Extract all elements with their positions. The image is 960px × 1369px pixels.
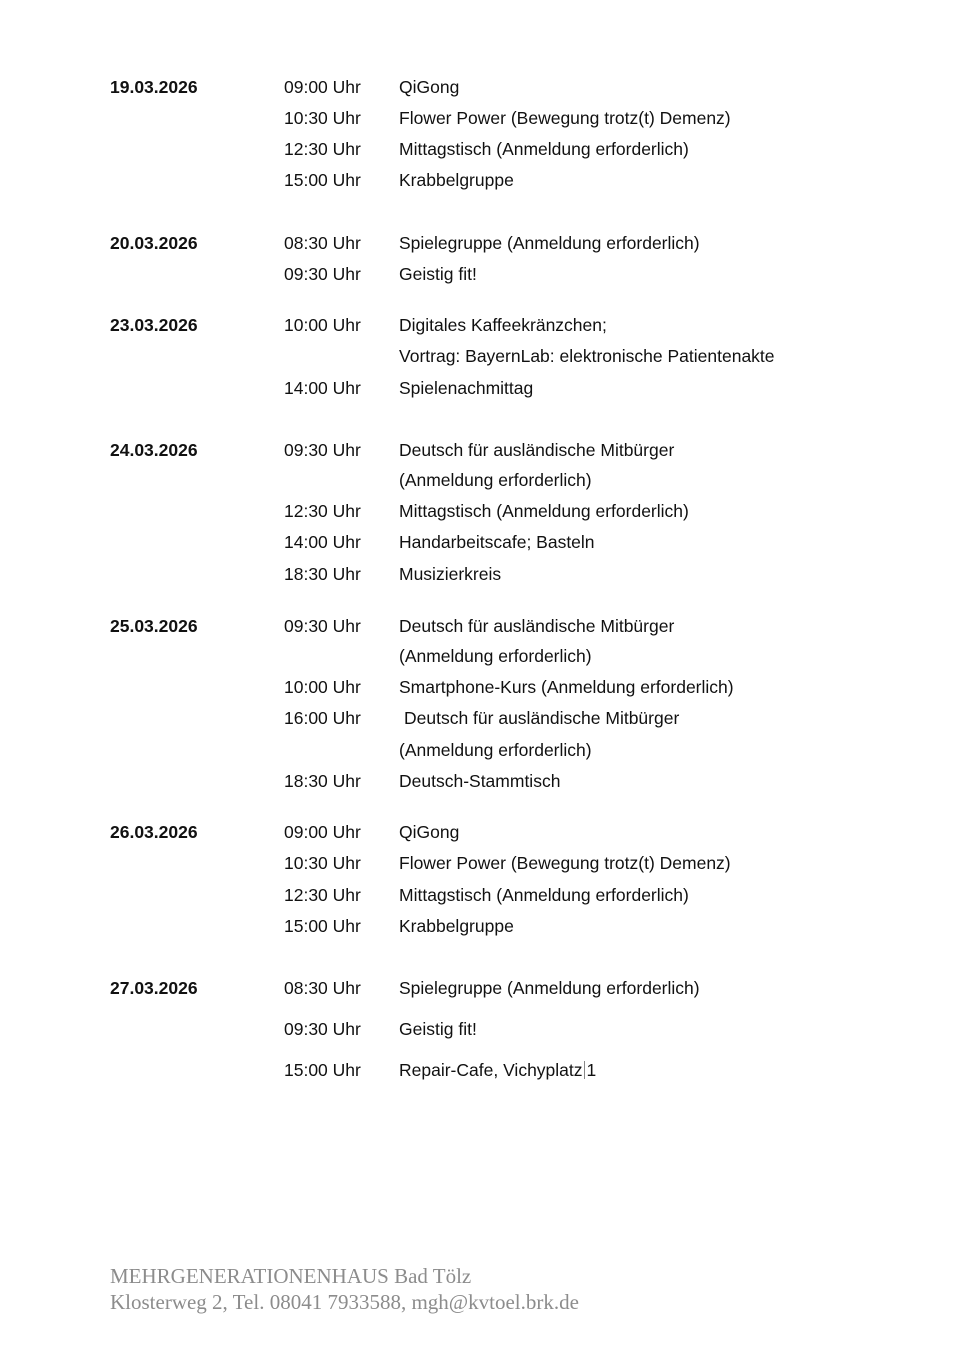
event-time: 14:00 Uhr [284, 378, 361, 398]
event-title: QiGong [399, 822, 460, 842]
schedule-row [0, 105, 960, 131]
schedule-row [0, 498, 960, 524]
event-title: Flower Power (Bewegung trotz(t) Demenz) [399, 108, 731, 128]
event-title: Spielegruppe (Anmeldung erforderlich) [399, 978, 700, 998]
event-time: 09:00 Uhr [284, 77, 361, 97]
event-title-continuation: (Anmeldung erforderlich) [399, 740, 592, 760]
event-title: Digitales Kaffeekränzchen; [399, 315, 607, 335]
event-time: 08:30 Uhr [284, 233, 361, 253]
event-time: 09:30 Uhr [284, 1019, 361, 1039]
event-title: Geistig fit! [399, 264, 477, 284]
event-title: Mittagstisch (Anmeldung erforderlich) [399, 501, 689, 521]
event-time: 09:30 Uhr [284, 616, 361, 636]
schedule-row [0, 1016, 960, 1042]
schedule-row [0, 975, 960, 1001]
schedule-row [0, 1057, 960, 1083]
event-time: 16:00 Uhr [284, 708, 361, 728]
schedule-row [0, 437, 960, 463]
event-title: Deutsch für ausländische Mitbürger [404, 708, 680, 728]
event-time: 10:30 Uhr [284, 853, 361, 873]
text-cursor [584, 1061, 585, 1079]
schedule-row [0, 261, 960, 287]
event-title-group [399, 1057, 596, 1083]
schedule-row [0, 343, 960, 369]
footer-contact: Klosterweg 2, Tel. 08041 7933588, mgh@kvtoel.brk.de [110, 1290, 579, 1314]
event-title: QiGong [399, 77, 460, 97]
schedule-row [0, 643, 960, 669]
footer-org-name: MEHRGENERATIONENHAUS Bad Tölz [110, 1264, 472, 1288]
event-time: 09:30 Uhr [284, 264, 361, 284]
event-time: 12:30 Uhr [284, 139, 361, 159]
event-time: 18:30 Uhr [284, 564, 361, 584]
schedule-row [0, 561, 960, 587]
schedule-row [0, 819, 960, 845]
event-time: 12:30 Uhr [284, 501, 361, 521]
day-date: 20.03.2026 [110, 233, 198, 253]
event-time: 15:00 Uhr [284, 916, 361, 936]
event-time: 10:00 Uhr [284, 315, 361, 335]
event-title-continuation: (Anmeldung erforderlich) [399, 646, 592, 666]
schedule-row [0, 312, 960, 338]
schedule-row [0, 529, 960, 555]
event-time: 09:00 Uhr [284, 822, 361, 842]
event-time: 15:00 Uhr [284, 170, 361, 190]
event-title: Mittagstisch (Anmeldung erforderlich) [399, 885, 689, 905]
schedule-row [0, 913, 960, 939]
event-title: Deutsch-Stammtisch [399, 771, 561, 791]
schedule-row [0, 850, 960, 876]
schedule-row [0, 167, 960, 193]
event-time: 14:00 Uhr [284, 532, 361, 552]
day-date: 27.03.2026 [110, 978, 198, 998]
schedule-row [0, 674, 960, 700]
day-date: 23.03.2026 [110, 315, 198, 335]
event-title: Repair-Cafe, Vichyplatz [399, 1060, 583, 1080]
event-time: 08:30 Uhr [284, 978, 361, 998]
event-title: Deutsch für ausländische Mitbürger [399, 440, 675, 460]
schedule-row [0, 613, 960, 639]
event-title-continuation: (Anmeldung erforderlich) [399, 470, 592, 490]
event-time: 12:30 Uhr [284, 885, 361, 905]
event-time: 15:00 Uhr [284, 1060, 361, 1080]
schedule-row [0, 375, 960, 401]
day-date: 26.03.2026 [110, 822, 198, 842]
schedule-row [0, 230, 960, 256]
schedule-row [0, 882, 960, 908]
day-date: 24.03.2026 [110, 440, 198, 460]
event-title: Spielegruppe (Anmeldung erforderlich) [399, 233, 700, 253]
schedule-row [0, 74, 960, 100]
event-time: 10:30 Uhr [284, 108, 361, 128]
event-time: 10:00 Uhr [284, 677, 361, 697]
day-date: 19.03.2026 [110, 77, 198, 97]
day-date: 25.03.2026 [110, 616, 198, 636]
event-title: Flower Power (Bewegung trotz(t) Demenz) [399, 853, 731, 873]
event-title: Musizierkreis [399, 564, 502, 584]
footer [110, 1263, 579, 1315]
event-title: Krabbelgruppe [399, 916, 514, 936]
event-time: 18:30 Uhr [284, 771, 361, 791]
event-title: Handarbeitscafe; Basteln [399, 532, 595, 552]
schedule-row [0, 768, 960, 794]
schedule-row [0, 737, 960, 763]
schedule-row [0, 136, 960, 162]
event-title: Geistig fit! [399, 1019, 477, 1039]
event-title: Krabbelgruppe [399, 170, 514, 190]
event-title: Mittagstisch (Anmeldung erforderlich) [399, 139, 689, 159]
event-title-continuation: Vortrag: BayernLab: elektronische Patientenakte [399, 346, 775, 366]
event-title: Spielenachmittag [399, 378, 534, 398]
schedule-row [0, 467, 960, 493]
event-title: Deutsch für ausländische Mitbürger [399, 616, 675, 636]
event-title-suffix: 1 [586, 1060, 597, 1080]
schedule-row [0, 705, 960, 731]
event-time: 09:30 Uhr [284, 440, 361, 460]
event-title: Smartphone-Kurs (Anmeldung erforderlich) [399, 677, 734, 697]
